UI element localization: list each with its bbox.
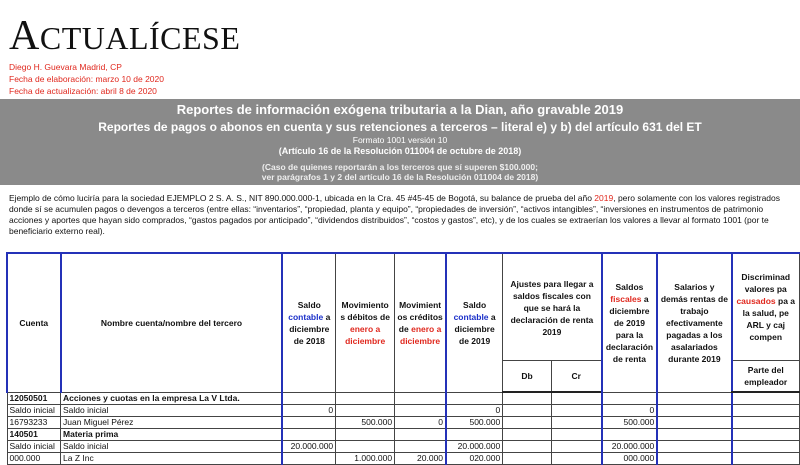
banner-article: (Artículo 16 de la Resolución 011004 de octubre de 2018) — [278, 146, 522, 156]
table-cell — [336, 428, 395, 440]
table-cell: Saldo inicial — [61, 440, 283, 452]
table-cell — [503, 428, 552, 440]
table-cell: 12050501 — [7, 392, 61, 404]
table-cell — [732, 416, 800, 428]
banner-format: Formato 1001 versión 10 — [352, 135, 448, 145]
table-cell: 500.000 — [446, 416, 503, 428]
banner-note-2: ver parágrafos 1 y 2 del artículo 16 de la Resolución 011004 de 2018) — [261, 172, 539, 182]
table-cell — [503, 452, 552, 464]
table-cell — [336, 440, 395, 452]
table-cell: Acciones y cuotas en la empresa La V Ltda. — [61, 392, 283, 404]
table-cell: 0 — [446, 404, 503, 416]
table-cell — [395, 392, 446, 404]
table-cell — [551, 404, 601, 416]
col-debitos: Movimiento s débitos de enero a diciembre — [336, 253, 395, 392]
table-cell: Materia prima — [61, 428, 283, 440]
table-cell: 16793233 — [7, 416, 61, 428]
table-cell — [282, 452, 335, 464]
table-cell: 20.000.000 — [282, 440, 335, 452]
table-cell — [657, 440, 731, 452]
table-cell — [395, 404, 446, 416]
created-date: Fecha de elaboración: marzo 10 de 2020 — [9, 74, 164, 84]
banner-note-1: (Caso de quienes reportarán a los terceros que sí superen $100.000; — [262, 162, 538, 172]
col-creditos: Movimient os créditos de enero a diciembre — [395, 253, 446, 392]
table-cell: 20.000.000 — [446, 440, 503, 452]
table-cell: 0 — [282, 404, 335, 416]
table-cell — [282, 416, 335, 428]
intro-paragraph: Ejemplo de cómo luciría para la sociedad EJEMPLO 2 S. A. S., NIT 890.000.000-1, ubicada en la Cra. 45 #45-45 de Bogotá, su balance de prueba del año 2019, pero solamente con los valores registrados donde sí se acumulen pagos o devengos a terceros (entre ellas: “inventarios”, “propiedad, planta y equipo”, “propiedades de inversión”, “activos intangibles”, “inversiones en instrumentos de patrimonio acciones y aportes que hayan sido comprados, “gastos pagados por anticipado”, “dividendos distribuidos”, “costos y gastos”, etc), y de los cuales se extraerían los valores a llevar al formato 1001 (por te beneficiario externo real). — [9, 193, 780, 236]
actualicese-logo: ACTUALÍCESE — [9, 13, 241, 59]
table-cell — [551, 452, 601, 464]
table-cell — [551, 428, 601, 440]
col-db: Db — [503, 360, 552, 392]
table-cell — [732, 404, 800, 416]
col-saldo-fiscal: Saldos fiscales a diciembre de 2019 para la declaración de renta — [602, 253, 658, 392]
table-cell: 0 — [395, 416, 446, 428]
banner-subtitle: Reportes de pagos o abonos en cuenta y sus retenciones a terceros – literal e) y b) del artículo 631 del ET — [98, 120, 702, 134]
table-row — [7, 416, 800, 428]
table-cell — [503, 392, 552, 404]
col-saldo-2019: Saldo contable a diciembre de 2019 — [446, 253, 503, 392]
table-cell: Saldo inicial — [7, 404, 61, 416]
table-cell — [732, 392, 800, 404]
table-cell — [503, 416, 552, 428]
table-cell: 000.000 — [7, 452, 61, 464]
author-line: Diego H. Guevara Madrid, CP — [9, 62, 122, 72]
col-parte-empleador: Parte del empleador — [732, 360, 800, 392]
table-cell: 1.000.000 — [336, 452, 395, 464]
report-banner — [0, 99, 800, 185]
balance-table — [6, 252, 800, 465]
table-cell: 500.000 — [602, 416, 658, 428]
table-row — [7, 428, 800, 440]
col-nombre: Nombre cuenta/nombre del tercero — [61, 253, 283, 392]
table-cell — [732, 428, 800, 440]
col-ajustes: Ajustes para llegar a saldos fiscales con que se hará la declaración de renta 2019 — [503, 253, 602, 360]
table-cell: La Z Inc — [61, 452, 283, 464]
col-cuenta: Cuenta — [7, 253, 61, 392]
table-cell — [446, 428, 503, 440]
table-cell — [395, 428, 446, 440]
table-cell — [657, 452, 731, 464]
table-cell: Saldo inicial — [7, 440, 61, 452]
table-cell — [551, 416, 601, 428]
table-cell: 500.000 — [336, 416, 395, 428]
table-row — [7, 392, 800, 404]
table-cell — [732, 440, 800, 452]
table-cell: 140501 — [7, 428, 61, 440]
table-cell — [602, 428, 658, 440]
table-row — [7, 452, 800, 464]
table-cell — [503, 404, 552, 416]
banner-title: Reportes de información exógena tributaria a la Dian, año gravable 2019 — [176, 102, 624, 117]
table-cell — [503, 440, 552, 452]
table-cell — [657, 392, 731, 404]
table-cell — [732, 452, 800, 464]
updated-date: Fecha de actualización: abril 8 de 2020 — [9, 86, 157, 96]
table-cell — [282, 392, 335, 404]
table-row — [7, 404, 800, 416]
col-salarios: Salarios y demás rentas de trabajo efectivamente pagadas a los asalariados durante 2019 — [657, 253, 731, 392]
col-saldo-2018: Saldo contable a diciembre de 2018 — [282, 253, 335, 392]
table-cell — [657, 428, 731, 440]
table-cell — [336, 392, 395, 404]
table-cell: 000.000 — [602, 452, 658, 464]
table-cell: Juan Miguel Pérez — [61, 416, 283, 428]
table-cell: 0 — [602, 404, 658, 416]
table-cell — [395, 440, 446, 452]
table-cell — [657, 404, 731, 416]
table-cell: Saldo inicial — [61, 404, 283, 416]
table-cell: 20.000.000 — [602, 440, 658, 452]
table-cell — [657, 416, 731, 428]
table-cell — [551, 392, 601, 404]
table-cell — [602, 392, 658, 404]
col-discriminado: Discriminad valores pa causados pa a la salud, pe ARL y caj compen — [732, 253, 800, 360]
table-cell — [336, 404, 395, 416]
table-cell: 20.000 — [395, 452, 446, 464]
table-row — [7, 440, 800, 452]
table-cell: 020.000 — [446, 452, 503, 464]
col-cr: Cr — [551, 360, 601, 392]
table-cell — [446, 392, 503, 404]
table-cell — [551, 440, 601, 452]
table-cell — [282, 428, 335, 440]
